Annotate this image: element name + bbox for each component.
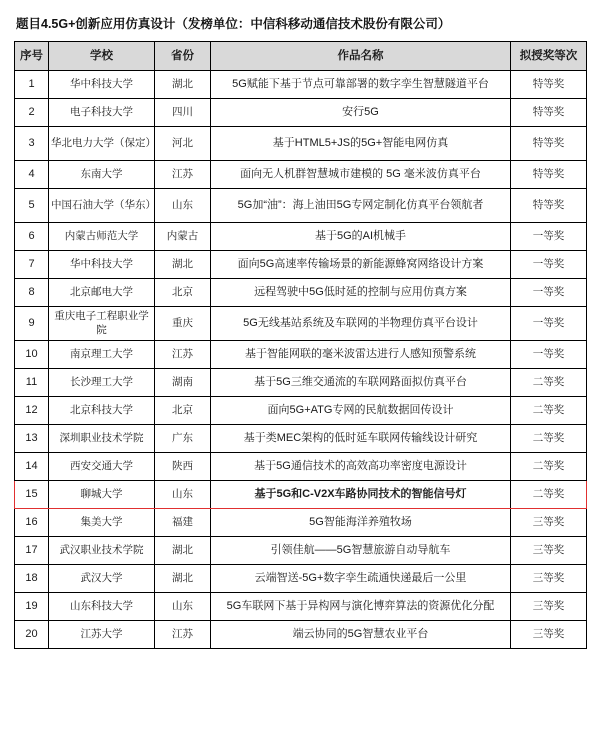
table-row: [15, 425, 587, 453]
column-header-school: 学校: [49, 42, 155, 71]
table-cell-award: 特等奖: [511, 99, 587, 127]
table-cell-province: 江苏: [155, 161, 211, 189]
table-cell-province: 湖北: [155, 71, 211, 99]
table-cell-work: 基于5G三维交通流的车联网路面拟仿真平台: [211, 369, 511, 397]
table-cell-school: 山东科技大学: [49, 593, 155, 621]
table-row: [15, 453, 587, 481]
table-cell-province: 江苏: [155, 341, 211, 369]
table-cell-province: 湖北: [155, 537, 211, 565]
table-cell-work: 面向5G+ATG专网的民航数据回传设计: [211, 397, 511, 425]
table-cell-index: 3: [15, 127, 49, 161]
table-cell-school: 北京邮电大学: [49, 279, 155, 307]
table-cell-school: 华北电力大学（保定）: [49, 127, 155, 161]
table-cell-school: 西安交通大学: [49, 453, 155, 481]
table-cell-school: 内蒙古师范大学: [49, 223, 155, 251]
table-cell-province: 湖北: [155, 565, 211, 593]
table-cell-school: 南京理工大学: [49, 341, 155, 369]
table-cell-school: 重庆电子工程职业学院: [49, 307, 155, 341]
table-cell-school: 中国石油大学（华东）: [49, 189, 155, 223]
column-header-index: 序号: [15, 42, 49, 71]
table-body: [15, 71, 587, 649]
table-row: [15, 341, 587, 369]
table-cell-work: 基于类MEC架构的低时延车联网传输线设计研究: [211, 425, 511, 453]
table-cell-province: 北京: [155, 397, 211, 425]
table-row: [15, 71, 587, 99]
table-cell-school: 武汉职业技术学院: [49, 537, 155, 565]
table-cell-index: 7: [15, 251, 49, 279]
table-cell-school: 武汉大学: [49, 565, 155, 593]
table-cell-province: 四川: [155, 99, 211, 127]
table-cell-work: 远程驾驶中5G低时延的控制与应用仿真方案: [211, 279, 511, 307]
table-cell-index: 9: [15, 307, 49, 341]
table-cell-work: 引领佳航——5G智慧旅游自动导航车: [211, 537, 511, 565]
table-row: [15, 307, 587, 341]
table-cell-province: 江苏: [155, 621, 211, 649]
table-row: [15, 593, 587, 621]
table-cell-award: 三等奖: [511, 537, 587, 565]
table-cell-work: 端云协同的5G智慧农业平台: [211, 621, 511, 649]
table-cell-work: 基于5G通信技术的高效高功率密度电源设计: [211, 453, 511, 481]
table-row: [15, 565, 587, 593]
table-cell-work: 面向5G高速率传输场景的新能源蜂窝网络设计方案: [211, 251, 511, 279]
table-row: [15, 161, 587, 189]
table-cell-award: 特等奖: [511, 161, 587, 189]
column-header-work: 作品名称: [211, 42, 511, 71]
table-row: [15, 369, 587, 397]
table-cell-index: 15: [15, 481, 49, 509]
column-header-province: 省份: [155, 42, 211, 71]
table-cell-province: 陕西: [155, 453, 211, 481]
table-cell-province: 湖南: [155, 369, 211, 397]
table-cell-school: 长沙理工大学: [49, 369, 155, 397]
table-cell-award: 三等奖: [511, 621, 587, 649]
table-cell-award: 一等奖: [511, 279, 587, 307]
page-title: 题目4.5G+创新应用仿真设计（发榜单位：中信科移动通信技术股份有限公司）: [16, 17, 451, 31]
table-cell-index: 5: [15, 189, 49, 223]
table-cell-work: 5G智能海洋养殖牧场: [211, 509, 511, 537]
table-cell-award: 二等奖: [511, 397, 587, 425]
table-cell-award: 特等奖: [511, 71, 587, 99]
table-cell-school: 集美大学: [49, 509, 155, 537]
table-row: [15, 127, 587, 161]
table-cell-index: 10: [15, 341, 49, 369]
table-cell-award: 一等奖: [511, 223, 587, 251]
table-cell-school: 北京科技大学: [49, 397, 155, 425]
table-cell-school: 华中科技大学: [49, 71, 155, 99]
table-cell-work: 5G赋能下基于节点可靠部署的数字孪生智慧隧道平台: [211, 71, 511, 99]
table-cell-index: 19: [15, 593, 49, 621]
table-cell-award: 一等奖: [511, 341, 587, 369]
table-cell-index: 14: [15, 453, 49, 481]
table-cell-index: 1: [15, 71, 49, 99]
table-cell-award: 二等奖: [511, 481, 587, 509]
table-cell-province: 山东: [155, 189, 211, 223]
table-cell-school: 电子科技大学: [49, 99, 155, 127]
table-cell-work: 基于5G和C-V2X车路协同技术的智能信号灯: [211, 481, 511, 509]
table-cell-index: 12: [15, 397, 49, 425]
table-cell-province: 北京: [155, 279, 211, 307]
table-header-row: [15, 42, 587, 71]
table-cell-index: 6: [15, 223, 49, 251]
table-row: [15, 481, 587, 509]
column-header-award: 拟授奖等次: [511, 42, 587, 71]
table-cell-province: 湖北: [155, 251, 211, 279]
table-cell-index: 18: [15, 565, 49, 593]
table-cell-award: 二等奖: [511, 453, 587, 481]
table-cell-province: 重庆: [155, 307, 211, 341]
table-cell-province: 福建: [155, 509, 211, 537]
table-cell-province: 山东: [155, 593, 211, 621]
table-row: [15, 621, 587, 649]
table-cell-province: 内蒙古: [155, 223, 211, 251]
table-cell-award: 三等奖: [511, 509, 587, 537]
table-cell-award: 特等奖: [511, 127, 587, 161]
table-cell-award: 二等奖: [511, 425, 587, 453]
table-cell-school: 深圳职业技术学院: [49, 425, 155, 453]
table-cell-award: 三等奖: [511, 565, 587, 593]
table-cell-school: 江苏大学: [49, 621, 155, 649]
table-cell-award: 一等奖: [511, 251, 587, 279]
table-cell-index: 11: [15, 369, 49, 397]
table-cell-work: 安行5G: [211, 99, 511, 127]
table-cell-province: 山东: [155, 481, 211, 509]
table-cell-index: 16: [15, 509, 49, 537]
table-row: [15, 537, 587, 565]
table-cell-work: 5G无线基站系统及车联网的半物理仿真平台设计: [211, 307, 511, 341]
table-cell-work: 基于智能网联的毫米波雷达进行人感知预警系统: [211, 341, 511, 369]
table-row: [15, 251, 587, 279]
table-cell-index: 13: [15, 425, 49, 453]
award-table: [14, 41, 587, 649]
table-cell-index: 2: [15, 99, 49, 127]
table-header: [15, 42, 587, 71]
table-cell-award: 一等奖: [511, 307, 587, 341]
table-cell-work: 云端智送-5G+数字孪生疏通快递最后一公里: [211, 565, 511, 593]
table-row: [15, 189, 587, 223]
table-cell-school: 东南大学: [49, 161, 155, 189]
table-row: [15, 397, 587, 425]
table-row: [15, 223, 587, 251]
table-cell-school: 华中科技大学: [49, 251, 155, 279]
table-cell-award: 二等奖: [511, 369, 587, 397]
table-row: [15, 99, 587, 127]
table-cell-index: 4: [15, 161, 49, 189]
table-cell-work: 基于5G的AI机械手: [211, 223, 511, 251]
table-cell-province: 广东: [155, 425, 211, 453]
table-cell-school: 聊城大学: [49, 481, 155, 509]
table-row: [15, 509, 587, 537]
table-cell-province: 河北: [155, 127, 211, 161]
table-cell-work: 5G车联网下基于异构网与演化博弈算法的资源优化分配: [211, 593, 511, 621]
table-cell-work: 基于HTML5+JS的5G+智能电网仿真: [211, 127, 511, 161]
table-cell-work: 面向无人机群智慧城市建模的 5G 毫米波仿真平台: [211, 161, 511, 189]
table-cell-award: 特等奖: [511, 189, 587, 223]
table-cell-index: 17: [15, 537, 49, 565]
table-cell-award: 三等奖: [511, 593, 587, 621]
table-cell-work: 5G加“油”：海上油田5G专网定制化仿真平台领航者: [211, 189, 511, 223]
table-cell-index: 8: [15, 279, 49, 307]
table-row: [15, 279, 587, 307]
table-cell-index: 20: [15, 621, 49, 649]
